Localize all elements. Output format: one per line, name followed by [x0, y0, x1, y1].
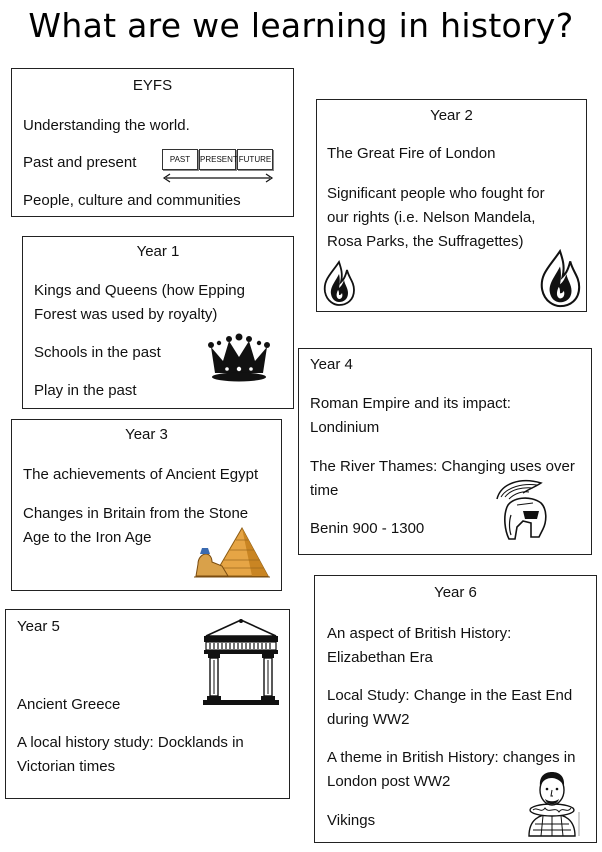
year6-box: [314, 575, 597, 843]
year3-box: [11, 419, 282, 591]
elizabethan-portrait-icon: [521, 764, 583, 838]
year1-box: [22, 236, 294, 409]
year5-heading: Year 5: [17, 618, 60, 635]
timeline-present-label: PRESENT: [200, 155, 238, 164]
year6-item: An aspect of British History:: [327, 625, 512, 642]
eyfs-item: Past and present: [23, 154, 137, 171]
year6-item: Vikings: [327, 812, 376, 829]
timeline-past-box: [162, 149, 198, 170]
year5-item: A local history study: Docklands in: [17, 734, 244, 751]
year3-heading: Year 3: [125, 426, 168, 443]
greek-temple-icon: [202, 618, 280, 706]
year6-item: A theme in British History: changes in: [327, 749, 576, 766]
year3-item: Age to the Iron Age: [23, 529, 152, 546]
year5-box: [5, 609, 290, 799]
flame-icon: [537, 248, 583, 308]
year1-item: Forest was used by royalty): [34, 306, 218, 323]
timeline-past-label: PAST: [169, 155, 191, 164]
flame-icon: [321, 260, 357, 306]
year2-heading: Year 2: [430, 107, 473, 124]
year4-item: Benin 900 - 1300: [310, 520, 425, 537]
year6-item: during WW2: [327, 711, 410, 728]
timeline-diagram: [162, 149, 274, 183]
timeline-arrow-icon: [162, 173, 274, 183]
year4-box: [298, 348, 592, 555]
eyfs-item: People, culture and communities: [23, 192, 241, 209]
year5-item: Ancient Greece: [17, 696, 121, 713]
page-title: What are we learning in history?: [28, 6, 574, 45]
eyfs-box: [11, 68, 294, 217]
year3-item: The achievements of Ancient Egypt: [23, 466, 259, 483]
year2-item: our rights (i.e. Nelson Mandela,: [327, 209, 536, 226]
timeline-future-box: [237, 149, 273, 170]
year4-heading: Year 4: [310, 356, 353, 373]
year2-box: [316, 99, 587, 312]
timeline-future-label: FUTURE: [238, 155, 272, 164]
pyramid-sphinx-icon: [194, 524, 270, 580]
year4-item: The River Thames: Changing uses over: [310, 458, 575, 475]
year5-item: Victorian times: [17, 758, 116, 775]
year6-item: Local Study: Change in the East End: [327, 687, 573, 704]
year3-item: Changes in Britain from the Stone: [23, 505, 249, 522]
year6-heading: Year 6: [434, 584, 477, 601]
year1-item: Kings and Queens (how Epping: [34, 282, 245, 299]
year2-item: The Great Fire of London: [327, 145, 496, 162]
eyfs-heading: EYFS: [132, 77, 173, 94]
year2-item: Significant people who fought for: [327, 185, 545, 202]
year1-heading: Year 1: [136, 243, 180, 260]
roman-helmet-icon: [487, 477, 557, 545]
crown-icon: [209, 333, 269, 383]
year2-item: Rosa Parks, the Suffragettes): [327, 233, 524, 250]
timeline-present-box: [199, 149, 236, 170]
year4-item: Londinium: [310, 419, 380, 436]
year6-item: Elizabethan Era: [327, 649, 433, 666]
year1-item: Play in the past: [34, 382, 137, 399]
eyfs-item: Understanding the world.: [23, 117, 190, 134]
year1-item: Schools in the past: [34, 344, 161, 361]
year6-item: London post WW2: [327, 773, 451, 790]
year4-item: Roman Empire and its impact:: [310, 395, 511, 412]
year4-item: time: [310, 482, 339, 499]
